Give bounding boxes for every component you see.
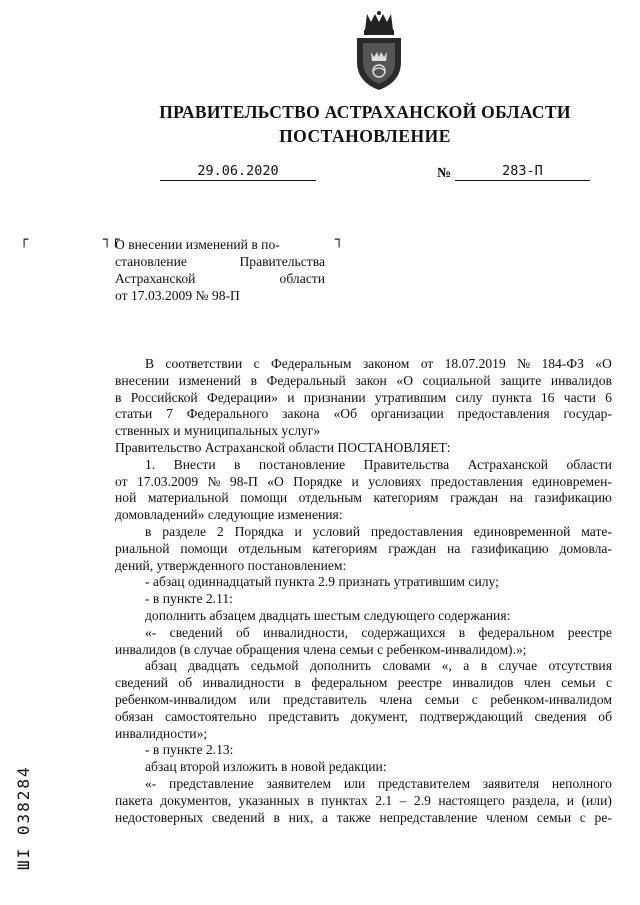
body-line: домовладений» следующие изменения:	[115, 507, 343, 523]
subject-word: Астраханской	[115, 271, 196, 286]
body-line: - в пункте 2.11:	[145, 591, 233, 607]
subject-word: становление	[115, 254, 187, 269]
body-line: пакета документов, указанных в пунктах 2.1 – 2.9 настоящего раздела, и (или)	[115, 792, 612, 808]
body-line: В соответствии с Федеральным законом от 18.07.2019 № 184-ФЗ «О	[145, 356, 612, 371]
body-line: - в пункте 2.13:	[145, 742, 234, 758]
document-type: ПОСТАНОВЛЕНИЕ	[279, 126, 451, 146]
corner-mark-icon: ┐	[335, 232, 344, 248]
body-line: дополнить абзацем двадцать шестым следующего содержания:	[145, 607, 511, 623]
document-body	[115, 356, 612, 826]
corner-mark-icon: ┐┌	[103, 232, 120, 248]
body-line: абзац второй изложить в новой редакции:	[145, 759, 387, 775]
body-line: обязан самостоятельно представить документ, подтверждающий сведения об	[115, 708, 612, 724]
body-line: в Российской Федерации» и признании утратившим силу пункта 16 части 6	[115, 389, 612, 405]
body-line: Правительство Астраханской области ПОСТАНОВЛЯЕТ:	[115, 439, 451, 455]
body-line: статьи 7 Федерального закона «Об организации предоставления государ-	[115, 406, 612, 422]
body-line: 1. Внести в постановление Правительства Астраханской области	[145, 456, 612, 472]
body-line: инвалидности»;	[115, 725, 208, 741]
subject-line	[115, 270, 325, 287]
subject-word: области	[279, 271, 325, 286]
body-line: - абзац одиннадцатый пункта 2.9 признать утратившим силу;	[145, 574, 499, 590]
body-line: дений, утвержденного постановлением:	[115, 557, 347, 573]
body-line: недостоверных сведений в них, а также непредставление членом семьи с ре-	[115, 809, 612, 825]
subject-word: О внесении изменений в по-	[115, 237, 280, 252]
body-line: «- сведений об инвалидности, содержащихся в федеральном реестре	[145, 624, 612, 640]
subject-word: Правительства	[239, 254, 325, 269]
subject-word: от 17.03.2009 № 98-П	[115, 288, 240, 303]
body-line: инвалидов (в случае обращения члена семьи с ребенком-инвалидом).»;	[115, 641, 527, 657]
subject-line	[115, 236, 325, 253]
corner-mark-icon: ┌	[20, 232, 29, 248]
body-line: ной материальной помощи отдельным категориям граждан на газификацию	[115, 490, 612, 506]
subject-line	[115, 253, 325, 270]
subject-line	[115, 287, 325, 304]
document-subject	[115, 236, 325, 304]
body-line: в разделе 2 Порядка и условий предоставления единовременной мате-	[145, 523, 612, 539]
body-line: ребенком-инвалидом или представитель члена семьи с ребенком-инвалидом	[115, 691, 612, 707]
body-line: абзац двадцать седьмой дополнить словами «, а в случае отсутствия	[145, 658, 612, 674]
document-date: 29.06.2020	[160, 163, 316, 181]
body-line: внесении изменений в Федеральный закон «О социальной защите инвалидов	[115, 372, 612, 388]
body-line: от 17.03.2009 № 98-П «О Порядке и условиях предоставления единовремен-	[115, 473, 612, 489]
serial-number: ШI 038284	[14, 765, 33, 870]
coat-of-arms-icon	[353, 10, 405, 92]
body-line: ственных и муниципальных услуг»	[115, 423, 321, 439]
body-line: сведений об инвалидности в федеральном реестре инвалидов член семьи с	[115, 675, 612, 691]
number-label: №	[437, 166, 452, 181]
body-line: «- представление заявителем или представителем заявителя неполного	[145, 775, 612, 791]
organization-title: ПРАВИТЕЛЬСТВО АСТРАХАНСКОЙ ОБЛАСТИ	[159, 102, 571, 122]
body-line: риальной помощи отдельным категориям граждан на газификацию домовла-	[115, 540, 612, 556]
document-number: 283-П	[455, 163, 590, 181]
